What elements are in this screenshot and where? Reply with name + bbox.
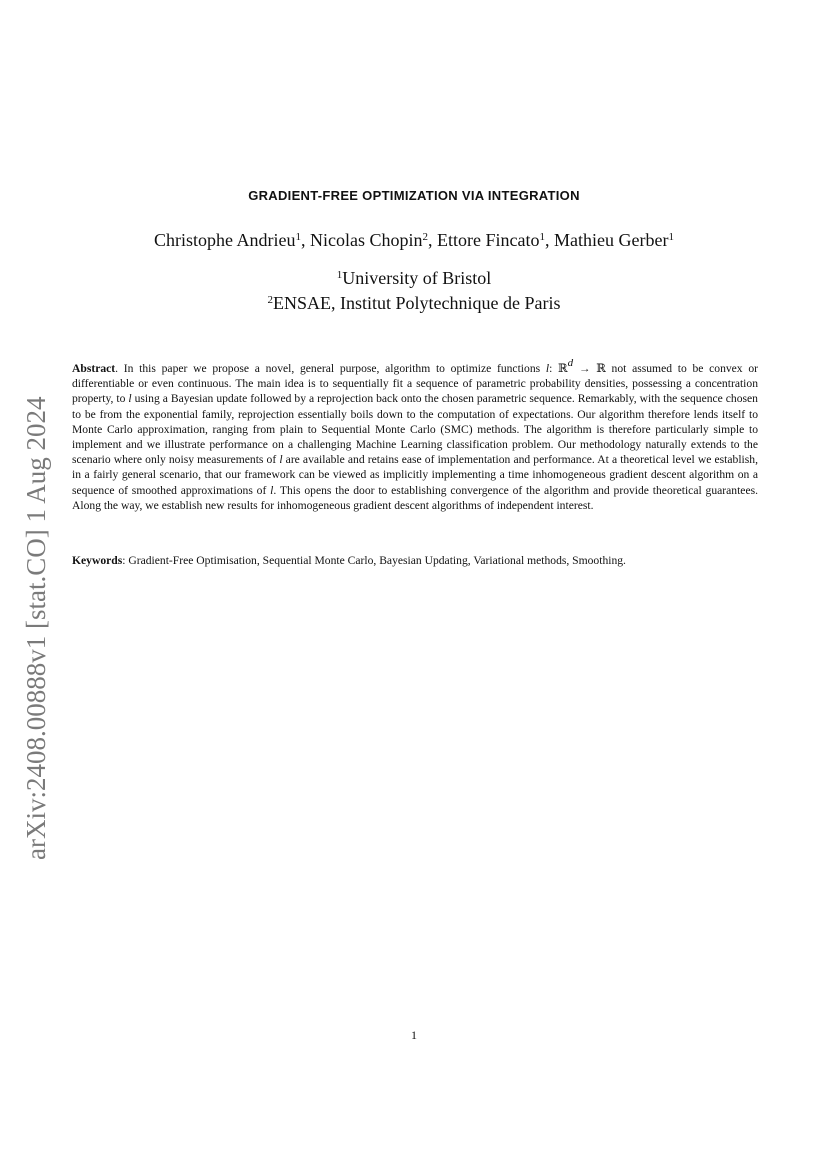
abstract-text: not assumed to be convex or differentiable or even continuous. The main idea is to sequentially fit a sequence of parametric probability densities, possessing a concentration property, to — [72, 362, 758, 406]
paper-title: GRADIENT-FREE OPTIMIZATION VIA INTEGRATION — [248, 188, 580, 203]
math-symbol: l — [545, 362, 550, 375]
math-codomain: → ℝ — [573, 362, 606, 375]
affiliation-mark: 2 — [267, 294, 273, 306]
abstract-label: Abstract — [72, 362, 116, 375]
author-name: Mathieu Gerber — [554, 230, 669, 250]
abstract-text: . In this paper we propose a novel, general purpose, algorithm to optimize functions — [115, 362, 546, 375]
math-symbol: l — [279, 453, 283, 467]
affiliation — [0, 268, 828, 289]
math-domain: : ℝ — [549, 362, 568, 375]
keywords-text: : Gradient-Free Optimisation, Sequential Monte Carlo, Bayesian Updating, Variational methods, Smoothing. — [122, 554, 626, 567]
abstract-text: . This opens the door to establishing convergence of the algorithm and provide theoretical guarantees. Along the way, we establish new results for inhomogeneous gradient descent algorithms of independent interest. — [72, 483, 758, 512]
author-affil-mark: 1 — [539, 231, 546, 243]
author-name: Ettore Fincato — [437, 230, 540, 250]
page-number: 1 — [411, 1028, 417, 1042]
author-affil-mark: 1 — [668, 231, 674, 243]
author-affil-mark: 1 — [295, 231, 302, 243]
math-symbol: l — [270, 483, 274, 497]
math-exponent: d — [567, 357, 574, 369]
abstract — [72, 357, 758, 513]
arxiv-identifier-stamp: arXiv:2408.00888v1 [stat.CO] 1 Aug 2024 — [21, 396, 51, 860]
affiliation — [0, 293, 828, 314]
abstract-text: using a Bayesian update followed by a reprojection back onto the chosen parametric sequence. Remarkably, with the sequence chosen to be from the exponential family, reprojection essentially boils down to the computation of expectations. Our algorithm therefore lends itself to Monte Carlo approximation, ranging from plain to Sequential Monte Carlo (SMC) methods. The algorithm is therefore particularly simple to implement and we illustrate performance on a challenging Machine Learning classification problem. Our methodology naturally extends to the scenario where only noisy measurements of — [72, 392, 758, 467]
author-name: Christophe Andrieu — [154, 230, 296, 250]
math-symbol: l — [128, 392, 132, 406]
affiliation-mark: 1 — [336, 269, 343, 281]
keywords — [72, 553, 758, 568]
author-list: Christophe Andrieu$^1$, Nicolas Chopin$^2$, Ettore Fincato$^1$, Mathieu Gerber$^1$ — [154, 230, 674, 250]
author-name: Nicolas Chopin — [310, 230, 423, 250]
affiliation-name: University of Bristol — [342, 268, 492, 288]
affiliation-name: ENSAE, Institut Polytechnique de Paris — [273, 293, 561, 313]
author-affil-mark: 2 — [422, 231, 429, 243]
keywords-label: Keywords — [72, 554, 123, 567]
abstract-text: are available and retains ease of implementation and performance. At a theoretical level we establish, in a fairly general scenario, that our framework can be viewed as implicitly implementing a time inhomogeneous gradient descent algorithm on a sequence of smoothed approximations of — [72, 453, 758, 497]
